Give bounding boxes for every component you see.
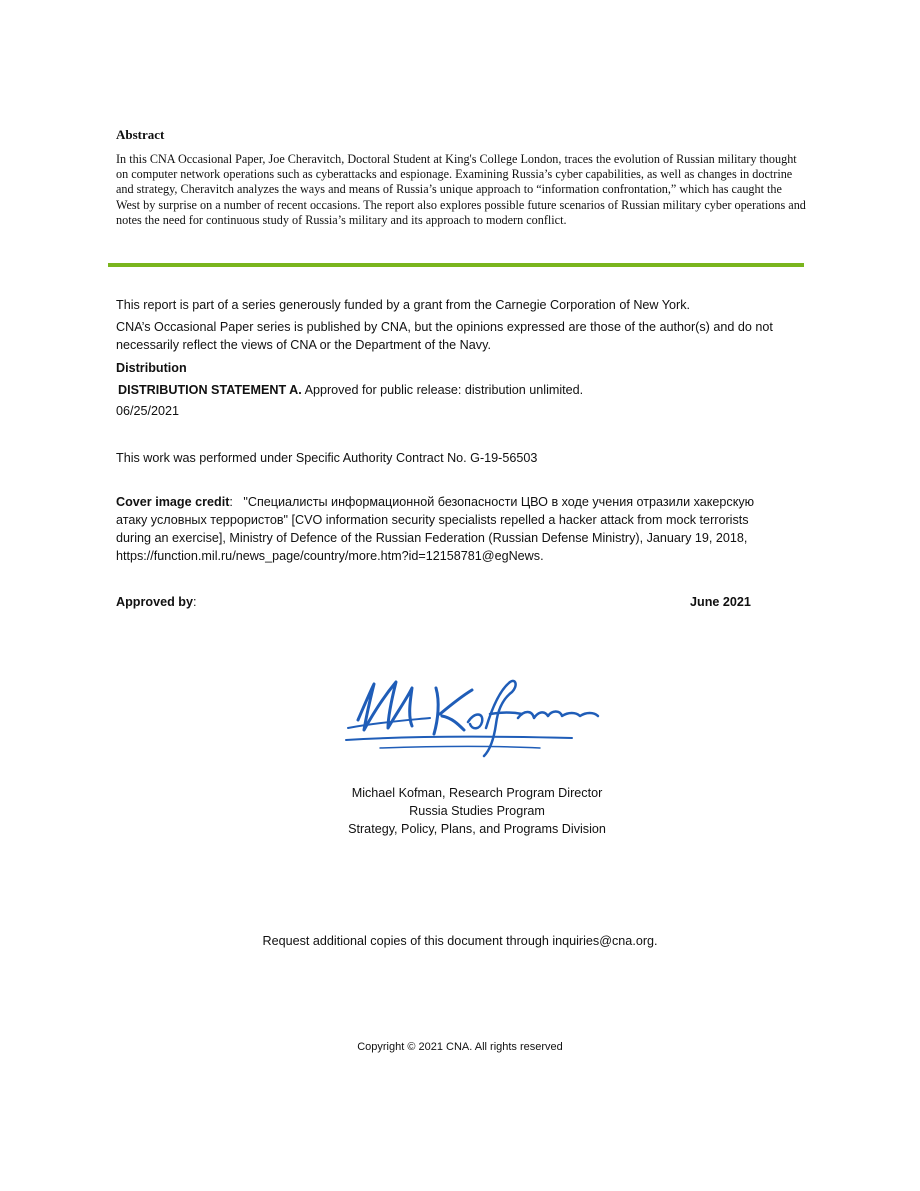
signer-block: [240, 784, 714, 838]
signer-name-title: Michael Kofman, Research Program Director: [351, 786, 603, 800]
distribution-heading: Distribution: [116, 361, 187, 375]
signer-division: Strategy, Policy, Plans, and Programs Division: [348, 822, 606, 836]
cover-credit-text: "Специалисты информационной безопасности ЦВО в ходе учения отразили хакерскую атаку условных террористов" [CVO information security specialists repelled a hacker attack from mock terrorists during an exercise], Ministry of Defence of the Russian Federation (Russian Defense Ministry), January 19, 2018, https://function.mil.ru/news_page/country/more.htm?id=12158781@egNews.: [116, 495, 755, 563]
approved-by-label: Approved by: [116, 595, 193, 609]
approval-date: June 2021: [690, 595, 751, 609]
signer-program: Russia Studies Program: [409, 804, 545, 818]
cover-credit-label: Cover image credit: [116, 495, 230, 509]
series-funding-note: This report is part of a series generously funded by a grant from the Carnegie Corporation of New York.: [116, 298, 691, 312]
approved-by-colon: :: [192, 595, 197, 609]
signature-image: [340, 668, 610, 760]
distribution-statement-label: DISTRIBUTION STATEMENT A.: [118, 383, 302, 397]
abstract-text: In this CNA Occasional Paper, Joe Cheravitch, Doctoral Student at King's College London, traces the evolution of Russian military thought on computer network operations such as cyberattacks and espionage. Examining Russia’s cyber capabilities, as well as changes in doctrine and strategy, Cheravitch analyzes the ways and means of Russia’s unique approach to “information confrontation,” which has caught the West by surprise on a number of recent occasions. The report also explores possible future scenarios of Russian military cyber operations and notes the need for continuous study of Russia’s military and its approach to modern conflict.: [116, 152, 806, 227]
cover-image-credit: [116, 493, 776, 565]
abstract-heading: Abstract: [116, 127, 165, 142]
contract-note: This work was performed under Specific Authority Contract No. G-19-56503: [116, 451, 538, 465]
copyright: Copyright © 2021 CNA. All rights reserved: [357, 1041, 563, 1053]
approved-by: [116, 593, 196, 611]
cover-credit-separator: :: [229, 495, 244, 509]
distribution-statement: [118, 381, 798, 399]
request-copies-note: Request additional copies of this document through inquiries@cna.org.: [262, 934, 658, 948]
distribution-date: 06/25/2021: [116, 404, 180, 418]
distribution-statement-text: Approved for public release: distribution unlimited.: [301, 383, 584, 397]
section-divider: [108, 263, 804, 267]
signature-strokes: [346, 681, 598, 756]
disclaimer: CNA’s Occasional Paper series is published by CNA, but the opinions expressed are those of the author(s) and do not necessarily reflect the views of CNA or the Department of the Navy.: [116, 320, 773, 352]
